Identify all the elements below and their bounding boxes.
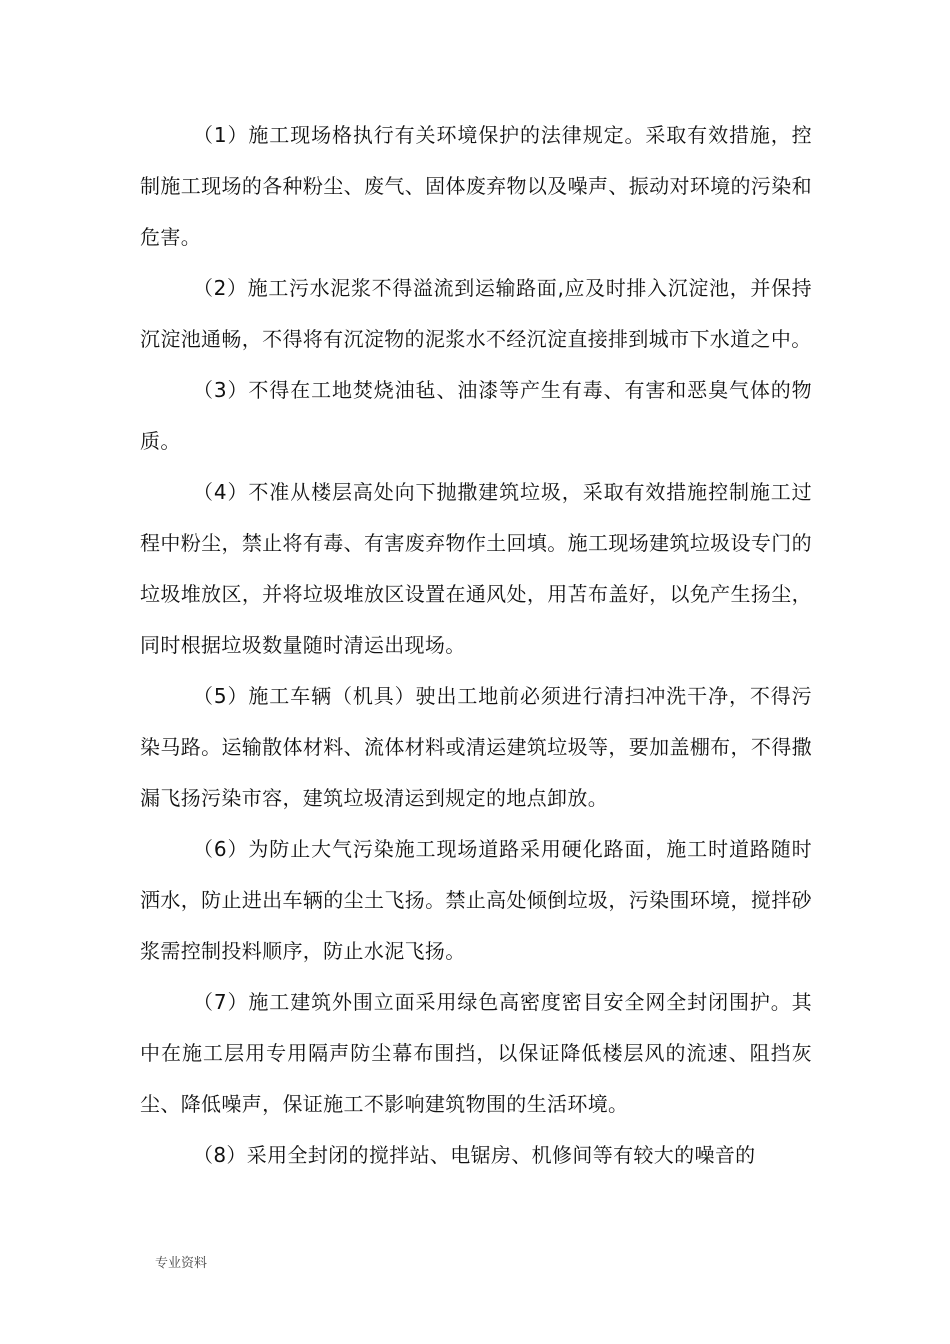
paragraph-2: （2）施工污水泥浆不得溢流到运输路面,应及时排入沉淀池，并保持沉淀池通畅，不得将有沉淀物的泥浆水不经沉淀直接排到城市下水道之中。 — [140, 276, 812, 351]
paragraph-5: （5）施工车辆（机具）驶出工地前必须进行清扫冲洗干净，不得污染马路。运输散体材料、流体材料或清运建筑垃圾等，要加盖棚布，不得撒漏飞扬污染市容，建筑垃圾清运到规定的地点卸放。 — [140, 684, 812, 810]
paragraph-6: （6）为防止大气污染施工现场道路采用硬化路面，施工时道路随时洒水，防止进出车辆的尘土飞扬。禁止高处倾倒垃圾，污染围环境，搅拌砂浆需控制投料顺序，防止水泥飞扬。 — [140, 837, 812, 963]
paragraph-4: （4）不准从楼层高处向下抛撒建筑垃圾，采取有效措施控制施工过程中粉尘，禁止将有毒、有害废弃物作土回填。施工现场建筑垃圾设专门的垃圾堆放区，并将垃圾堆放区设置在通风处，用苫布盖好，以免产生扬尘，同时根据垃圾数量随时清运出现场。 — [140, 480, 812, 657]
document-body — [140, 110, 812, 1181]
footer-label: 专业资料 — [155, 1256, 208, 1271]
paragraph-8: （8）采用全封闭的搅拌站、电锯房、机修间等有较大的噪音的 — [193, 1143, 756, 1167]
paragraph-7: （7）施工建筑外围立面采用绿色高密度密目安全网全封闭围护。其中在施工层用专用隔声防尘幕布围挡，以保证降低楼层风的流速、阻挡灰尘、降低噪声，保证施工不影响建筑物围的生活环境。 — [140, 990, 812, 1116]
paragraph-1: （1）施工现场格执行有关环境保护的法律规定。采取有效措施，控制施工现场的各种粉尘、废气、固体废弃物以及噪声、振动对环境的污染和危害。 — [140, 123, 812, 249]
paragraph-3: （3）不得在工地焚烧油毡、油漆等产生有毒、有害和恶臭气体的物质。 — [140, 378, 812, 453]
